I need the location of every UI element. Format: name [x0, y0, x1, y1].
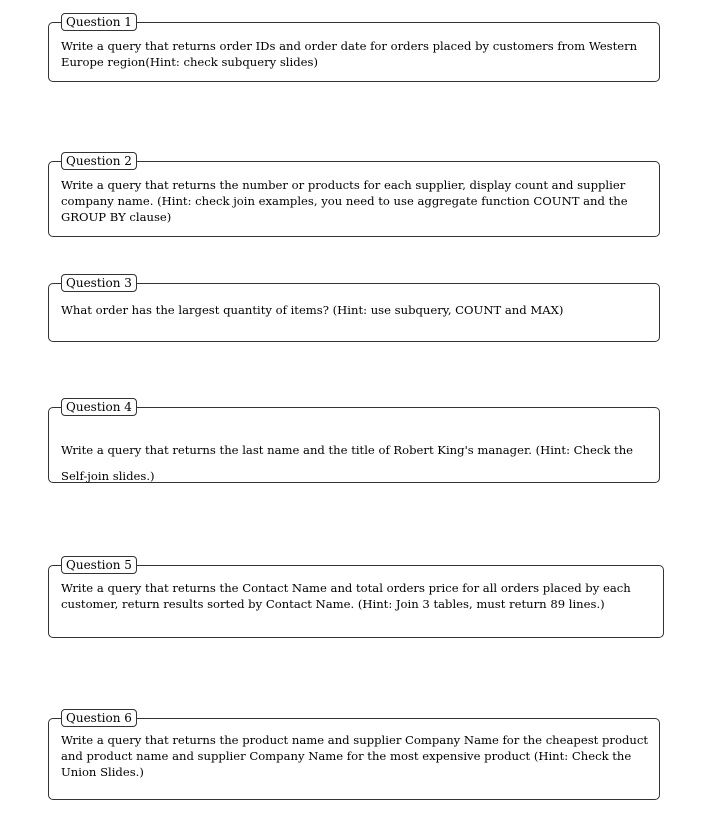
question-3-text: What order has the largest quantity of items? (Hint: use subquery, COUNT and MAX) — [61, 303, 564, 317]
question-4-text: Write a query that returns the last name and the title of Robert King's manager. (Hint: Check the Self-join slides.) — [61, 443, 634, 483]
question-3-label: Question 3 — [61, 274, 137, 292]
question-5-text: Write a query that returns the Contact Name and total orders price for all orders placed by each customer, return results sorted by Contact Name. (Hint: Join 3 tables, must return 89 lines.) — [61, 581, 631, 611]
question-2-label: Question 2 — [61, 152, 137, 170]
question-2-text: Write a query that returns the number or products for each supplier, display count and supplier company name. (Hint: check join examples, you need to use aggregate function COUNT and the GROUP BY clause) — [61, 178, 628, 224]
question-5-box — [48, 558, 664, 638]
question-1-box — [48, 15, 660, 82]
question-6-label: Question 6 — [61, 709, 137, 727]
question-4-box — [48, 400, 660, 483]
question-4-label: Question 4 — [61, 398, 137, 416]
question-6-box — [48, 711, 660, 800]
question-6-text: Write a query that returns the product name and supplier Company Name for the cheapest product and product name and supplier Company Name for the most expensive product (Hint: Check the Union Slides.) — [61, 733, 648, 779]
question-5-label: Question 5 — [61, 556, 137, 574]
question-1-text: Write a query that returns order IDs and order date for orders placed by customers from Western Europe region(Hint: check subquery slides) — [61, 39, 638, 69]
question-2-box — [48, 154, 660, 237]
question-3-box — [48, 276, 660, 342]
question-1-label: Question 1 — [61, 13, 137, 31]
